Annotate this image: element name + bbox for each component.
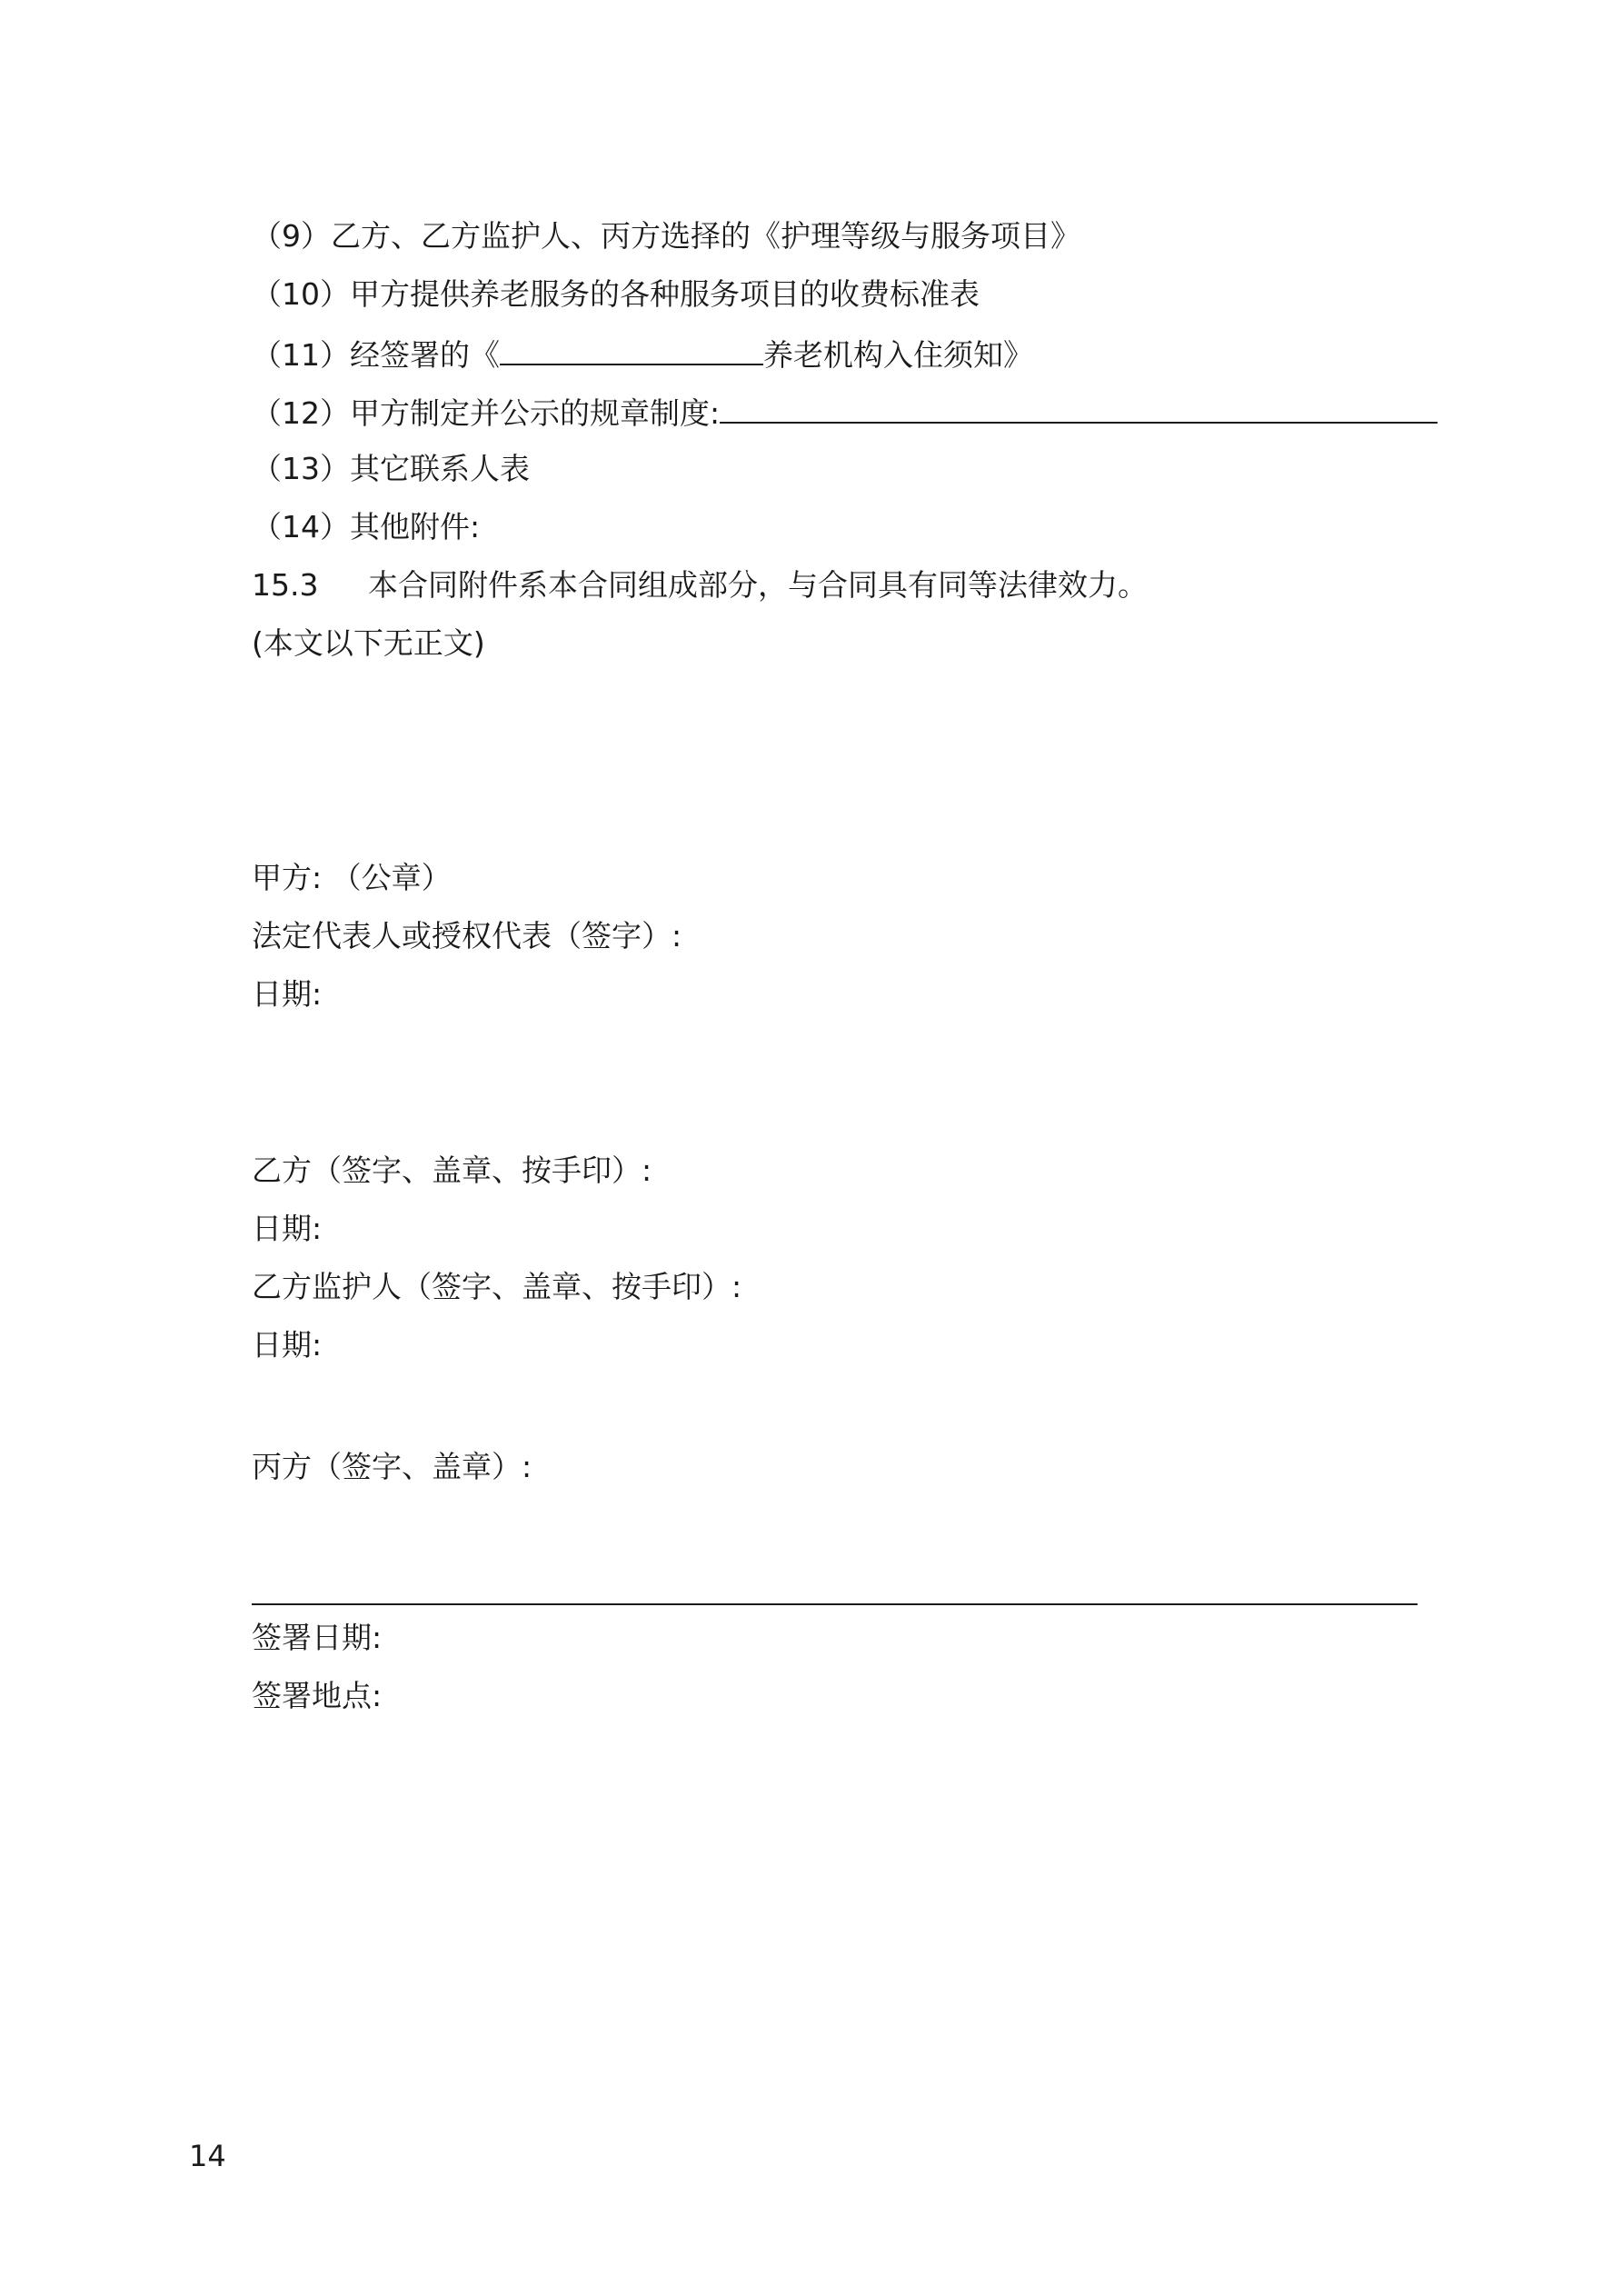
fill-in-blank-institution-name xyxy=(500,333,763,365)
signature-divider-line xyxy=(252,1603,1418,1605)
attachment-item-12 xyxy=(252,391,1438,434)
attachment-item-11 xyxy=(252,333,1033,375)
party-b-guardian-signature-label: 乙方监护人（签字、盖章、按手印）: xyxy=(252,1269,742,1304)
attachment-item-13: （13）其它联系人表 xyxy=(252,451,530,486)
signing-date-label: 签署日期: xyxy=(252,1620,383,1655)
clause-number: 15.3 xyxy=(252,567,319,603)
clause-text: 本合同附件系本合同组成部分，与合同具有同等法律效力。 xyxy=(368,567,1148,603)
party-b-date-label: 日期: xyxy=(252,1211,323,1246)
page-number: 14 xyxy=(189,2139,226,2173)
party-c-signature-label: 丙方（签字、盖章）: xyxy=(252,1449,532,1484)
attachment-item-14: （14）其他附件: xyxy=(252,509,481,544)
party-b-signature-label: 乙方（签字、盖章、按手印）: xyxy=(252,1153,652,1188)
party-b-guardian-date-label: 日期: xyxy=(252,1327,323,1363)
party-a-representative-label: 法定代表人或授权代表（签字）: xyxy=(252,918,682,953)
clause-15-3 xyxy=(252,565,1148,605)
party-a-seal-label: 甲方: （公章） xyxy=(252,860,452,895)
end-of-text-note: (本文以下无正文) xyxy=(252,625,485,661)
signing-place-label: 签署地点: xyxy=(252,1678,383,1713)
attachment-item-12-label: （12）甲方制定并公示的规章制度: xyxy=(252,395,721,431)
fill-in-blank-regulations xyxy=(720,391,1438,424)
attachment-item-11-suffix: 养老机构入住须知》 xyxy=(763,337,1033,373)
party-a-date-label: 日期: xyxy=(252,976,323,1012)
attachment-item-11-prefix: （11）经签署的《 xyxy=(252,337,500,373)
attachment-item-10: （10）甲方提供养老服务的各种服务项目的收费标准表 xyxy=(252,276,980,312)
attachment-item-9: （9）乙方、乙方监护人、丙方选择的《护理等级与服务项目》 xyxy=(252,218,1080,254)
